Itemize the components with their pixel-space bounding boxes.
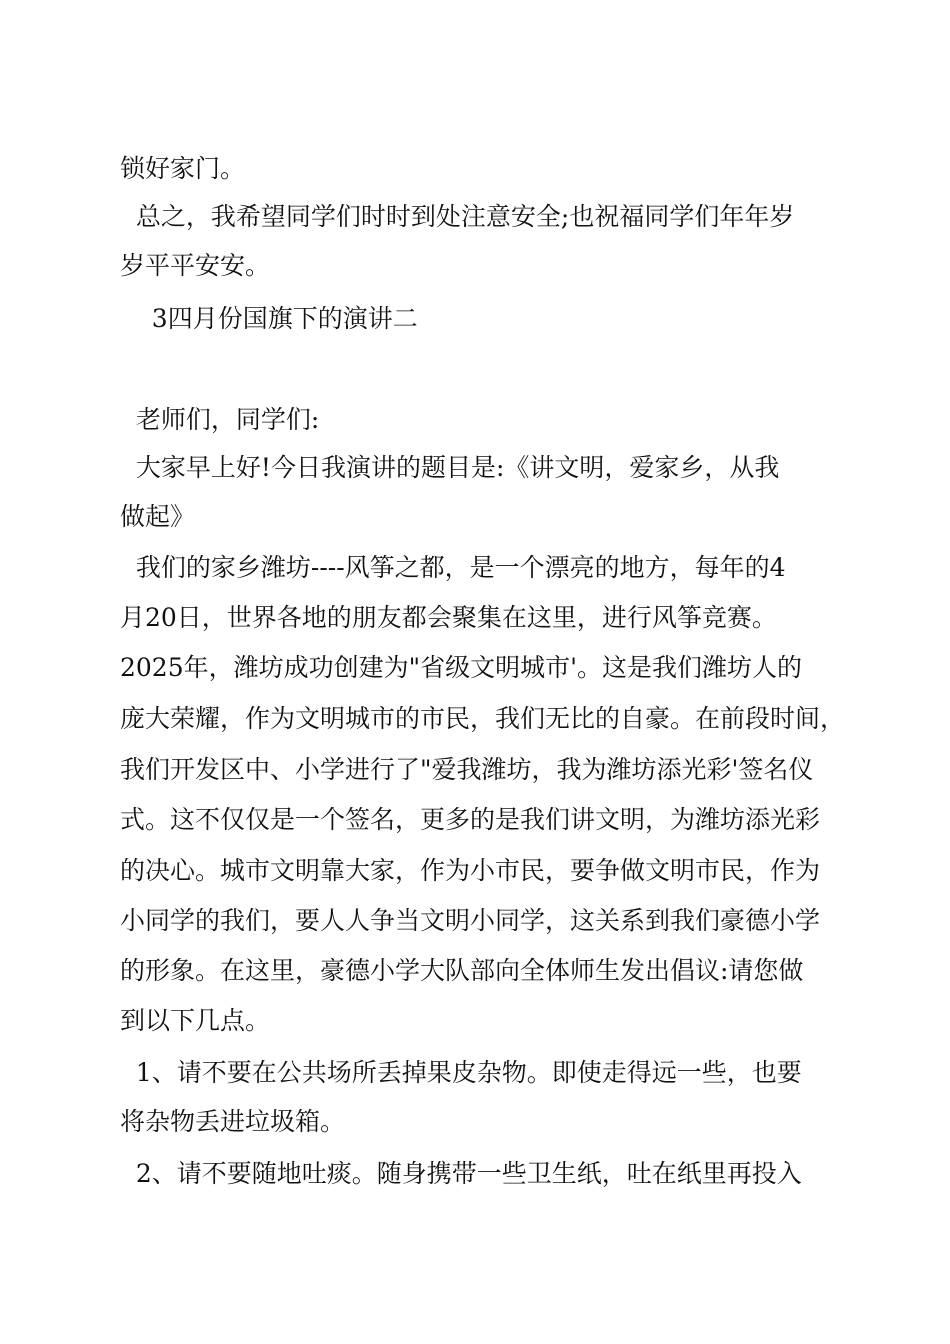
- text-line: 月20日，世界各地的朋友都会聚集在这里，进行风筝竞赛。: [120, 603, 777, 632]
- text-line: 到以下几点。: [120, 1006, 271, 1035]
- text-line: 做起》: [120, 502, 196, 531]
- text-line: 式。这不仅仅是一个签名，更多的是我们讲文明，为潍坊添光彩: [120, 805, 821, 834]
- text-line: 我们的家乡潍坊----风筝之都，是一个漂亮的地方，每年的4: [120, 553, 786, 582]
- text-line: 2025年，潍坊成功创建为"省级文明城市'。这是我们潍坊人的: [120, 653, 802, 682]
- text-line: 1、请不要在公共场所丢掉果皮杂物。即使走得远一些，也要: [120, 1058, 802, 1087]
- text-line: 总之，我希望同学们时时到处注意安全;也祝福同学们年年岁: [120, 202, 795, 231]
- text-line: 我们开发区中、小学进行了"爱我潍坊，我为潍坊添光彩'签名仪: [120, 755, 814, 784]
- text-line: 锁好家门。: [120, 154, 246, 183]
- text-line: 将杂物丢进垃圾箱。: [120, 1107, 346, 1136]
- text-line: 岁平平安安。: [120, 251, 271, 280]
- text-line: 庞大荣耀，作为文明城市的市民，我们无比的自豪。在前段时间，: [120, 704, 846, 733]
- text-line: 小同学的我们，要人人争当文明小同学，这关系到我们豪德小学: [120, 906, 821, 935]
- section-heading: 3四月份国旗下的演讲二: [120, 304, 418, 333]
- text-line: 老师们，同学们:: [120, 405, 320, 434]
- text-line: 的形象。在这里，豪德小学大队部向全体师生发出倡议:请您做: [120, 956, 804, 985]
- text-line: 的决心。城市文明靠大家，作为小市民，要争做文明市民，作为: [120, 856, 821, 885]
- text-line: 2、请不要随地吐痰。随身携带一些卫生纸，吐在纸里再投入: [120, 1159, 802, 1188]
- text-line: 大家早上好!今日我演讲的题目是:《讲文明，爱家乡，从我: [120, 453, 780, 482]
